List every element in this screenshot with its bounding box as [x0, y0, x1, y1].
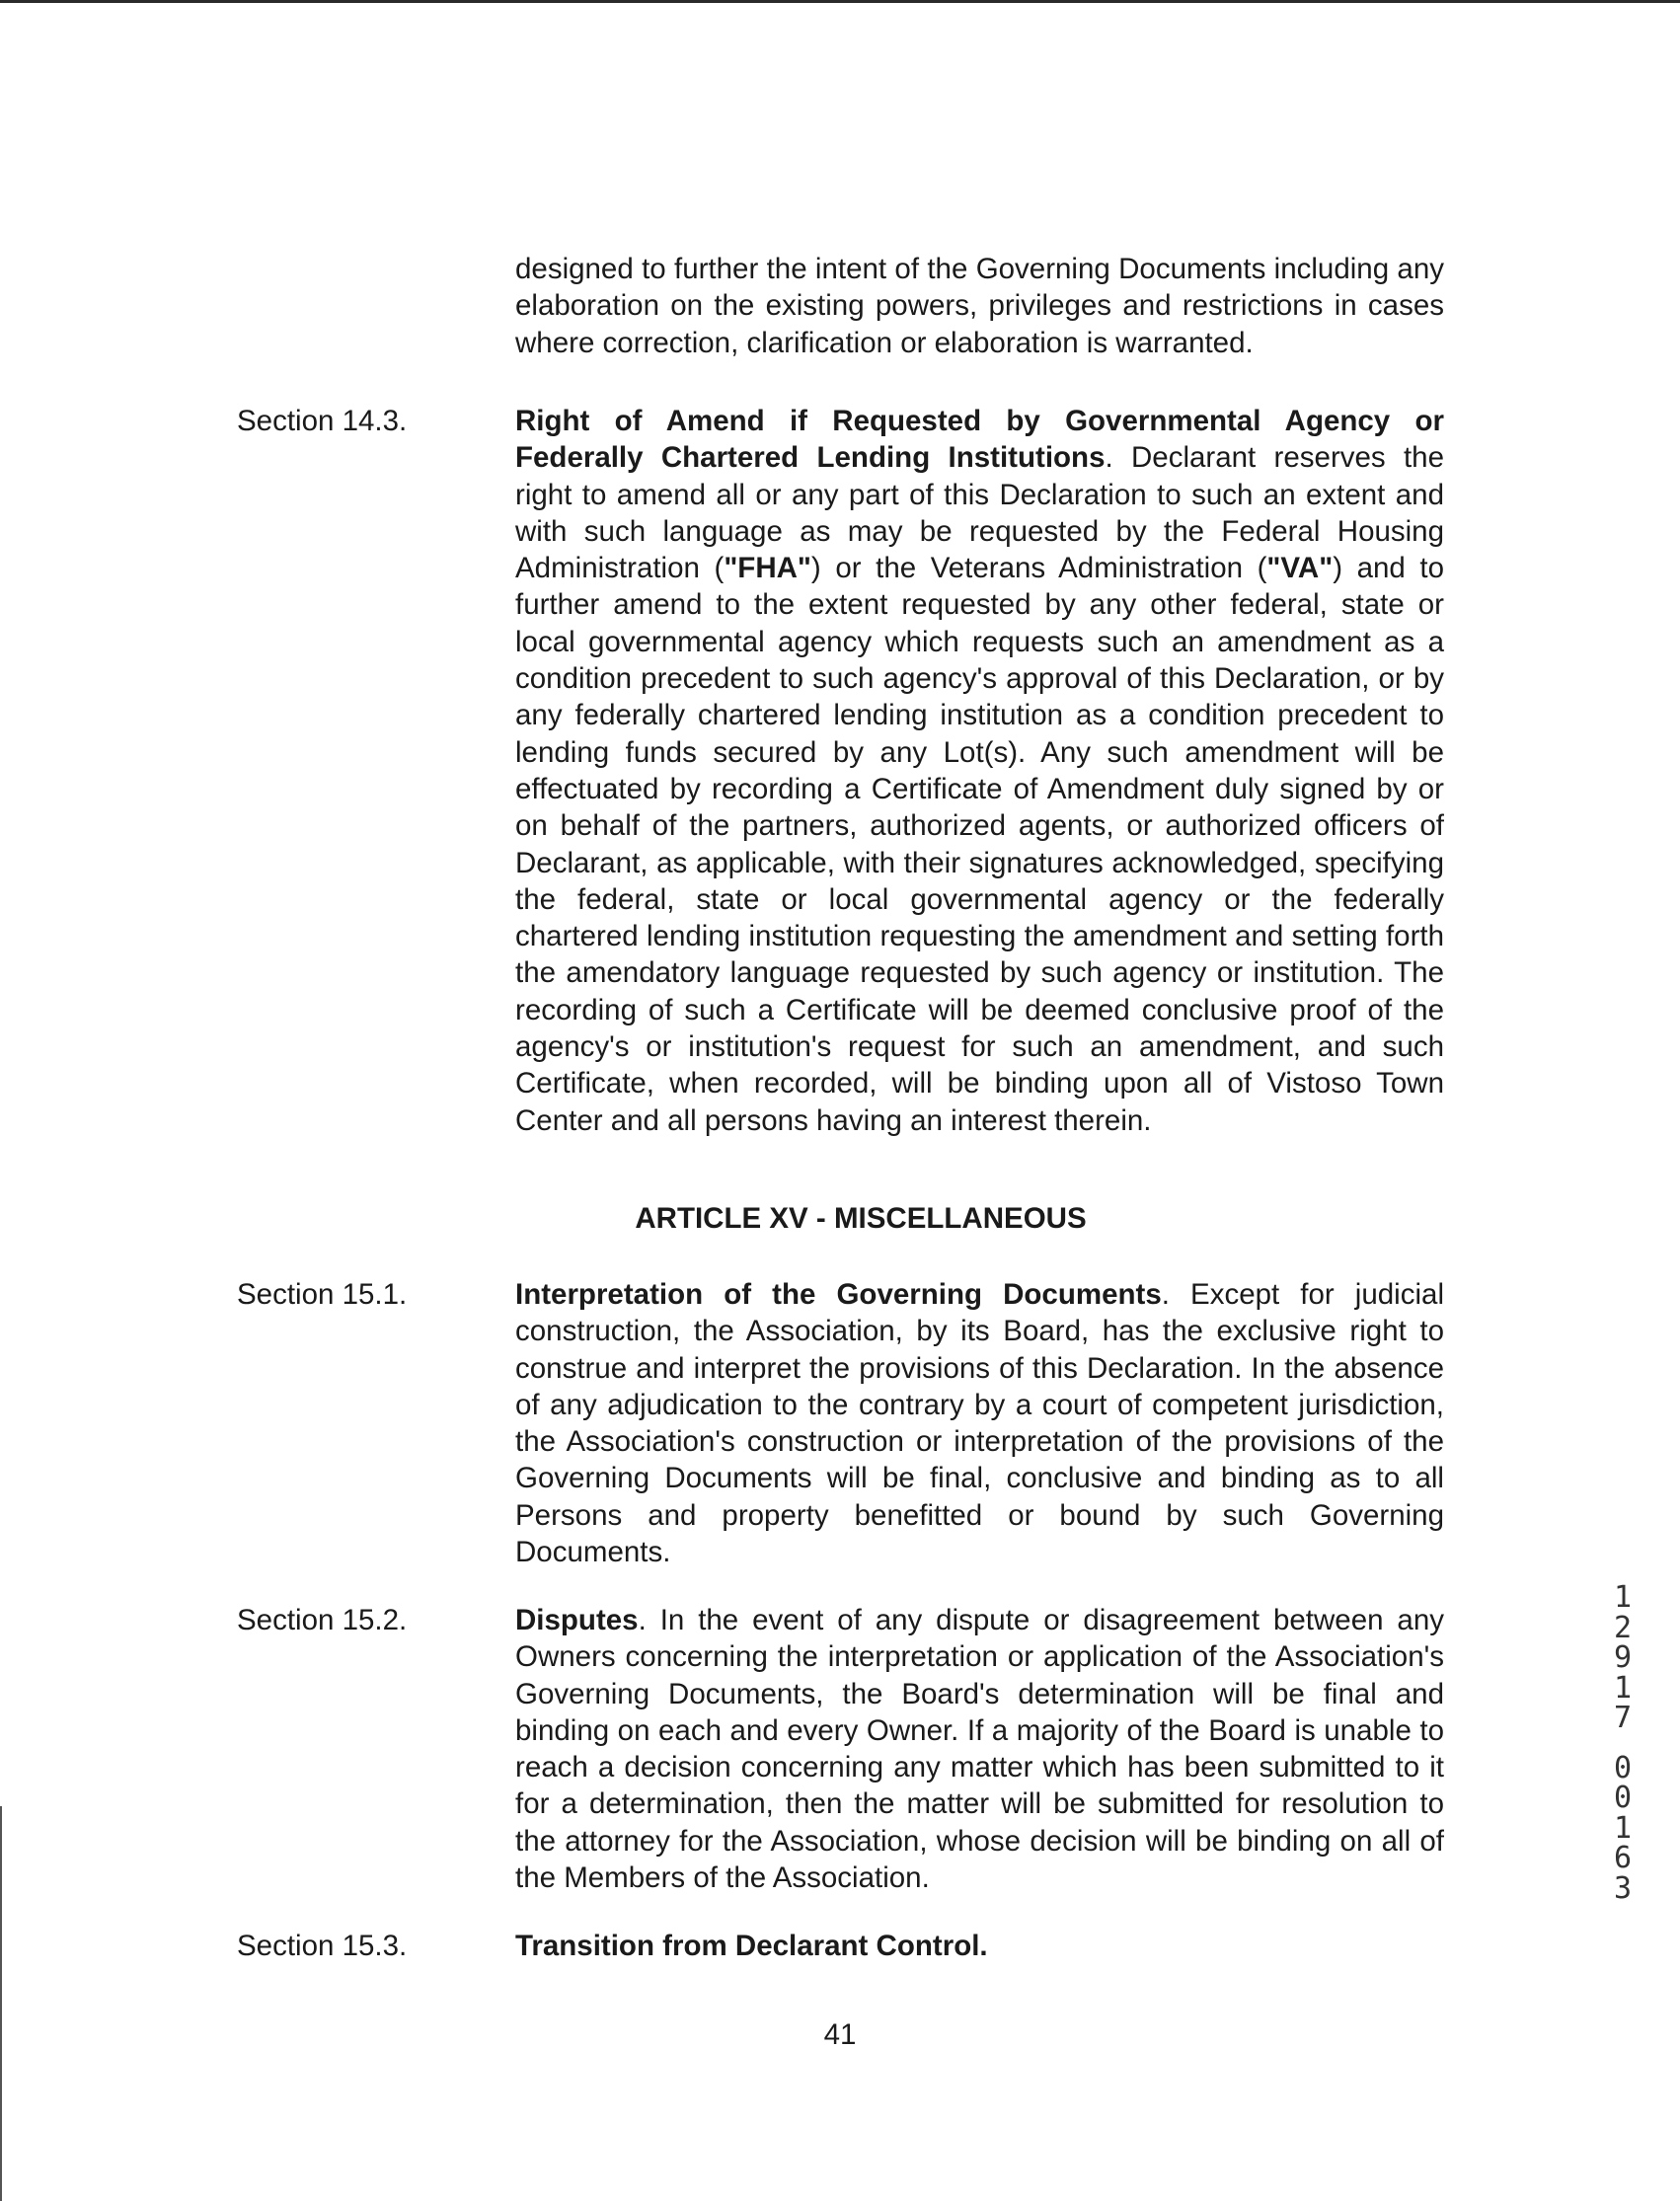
scan-left-edge	[0, 1806, 2, 2201]
section-15-2-text: . In the event of any dispute or disagreement between any Owners concerning the interpretation or application of the Association's Governing Documents, the Board's determination will be final and binding on each and every Owner. If a majority of the Board is unable to reach a decision concerning any matter which has been submitted to it for a determination, then the matter will be submitted for resolution to the attorney for the Association, whose decision will be binding on all of the Members of the Association.	[515, 1604, 1444, 1895]
section-14-3-body	[515, 403, 1444, 1139]
section-15-2-body	[515, 1602, 1444, 1896]
section-14-3-title: Right of Amend if Requested by Governmental Agency or Federally Chartered Lending Institutions	[515, 405, 1444, 475]
section-15-3-label: Section 15.3.	[237, 1930, 408, 1962]
intro-paragraph: designed to further the intent of the Governing Documents including any elaboration on the existing powers, privileges and restrictions in cases where correction, clarification or elaboration is warranted.	[515, 253, 1444, 359]
stamp-digit: 0	[1613, 1750, 1633, 1785]
section-14-3-label: Section 14.3.	[237, 405, 408, 437]
section-14-3-text-2: ) or the Veterans Administration (	[810, 552, 1267, 585]
section-14-3-text-1: . Declarant reserves the right to amend all or any part of this Declaration to such an extent and with such language as may be requested by the Federal Housing Administration (	[515, 441, 1444, 585]
section-15-3-title: Transition from Declarant Control.	[515, 1930, 988, 1962]
stamp-digit: 1	[1613, 1810, 1633, 1846]
section-15-1-body	[515, 1276, 1444, 1570]
stamp-digit: 7	[1613, 1701, 1633, 1735]
section-15-1-label: Section 15.1.	[237, 1278, 408, 1311]
section-15-1-title: Interpretation of the Governing Documents	[515, 1278, 1162, 1311]
va-abbreviation: "VA"	[1266, 552, 1334, 585]
article-heading: ARTICLE XV - MISCELLANEOUS	[635, 1202, 1087, 1235]
section-15-2-title: Disputes	[515, 1604, 639, 1636]
section-15-1-text: . Except for judicial construction, the Association, by its Board, has the exclusive right to construe and interpret the provisions of this Declaration. In the absence of any adjudication to the contrary by a court of competent jurisdiction, the Association's construction or interpretation of the provisions of the Governing Documents will be final, conclusive and binding as to all Persons and property benefitted or bound by such Governing Documents.	[515, 1278, 1444, 1569]
page-number: 41	[823, 2018, 857, 2051]
stamp-digit: 0	[1613, 1781, 1633, 1815]
section-15-2-label: Section 15.2.	[237, 1604, 408, 1636]
stamp-digit: 9	[1613, 1640, 1633, 1675]
fha-abbreviation: "FHA"	[724, 552, 811, 585]
section-15-3-body	[515, 1928, 1444, 1964]
stamp-digit: 1	[1613, 1580, 1633, 1615]
stamp-digit: 3	[1613, 1870, 1633, 1906]
top-border-line	[0, 0, 1680, 3]
stamp-digit: 1	[1613, 1670, 1633, 1706]
section-14-3-text-3: ) and to further amend to the extent requested by any other federal, state or local governmental agency which requests such an amendment as a condition precedent to such agency's approval of this Declaration, or by any federally chartered lending institution as a condition precedent to lending funds secured by any Lot(s). Any such amendment will be effectuated by recording a Certificate of Amendment duly signed by or on behalf of the partners, authorized agents, or authorized officers of Declarant, as applicable, with their signatures acknowledged, specifying the federal, state or local governmental agency or the federally chartered lending institution requesting the amendment and setting forth the amendatory language requested by such agency or institution. The recording of such a Certificate will be deemed conclusive proof of the agency's or institution's request for such an amendment, and such Certificate, when recorded, will be binding upon all of Vistoso Town Center and all persons having an interest therein.	[515, 552, 1444, 1137]
stamp-digit: 6	[1613, 1841, 1633, 1875]
stamp-digit: 2	[1613, 1610, 1633, 1645]
recording-stamp	[1605, 1580, 1641, 1906]
